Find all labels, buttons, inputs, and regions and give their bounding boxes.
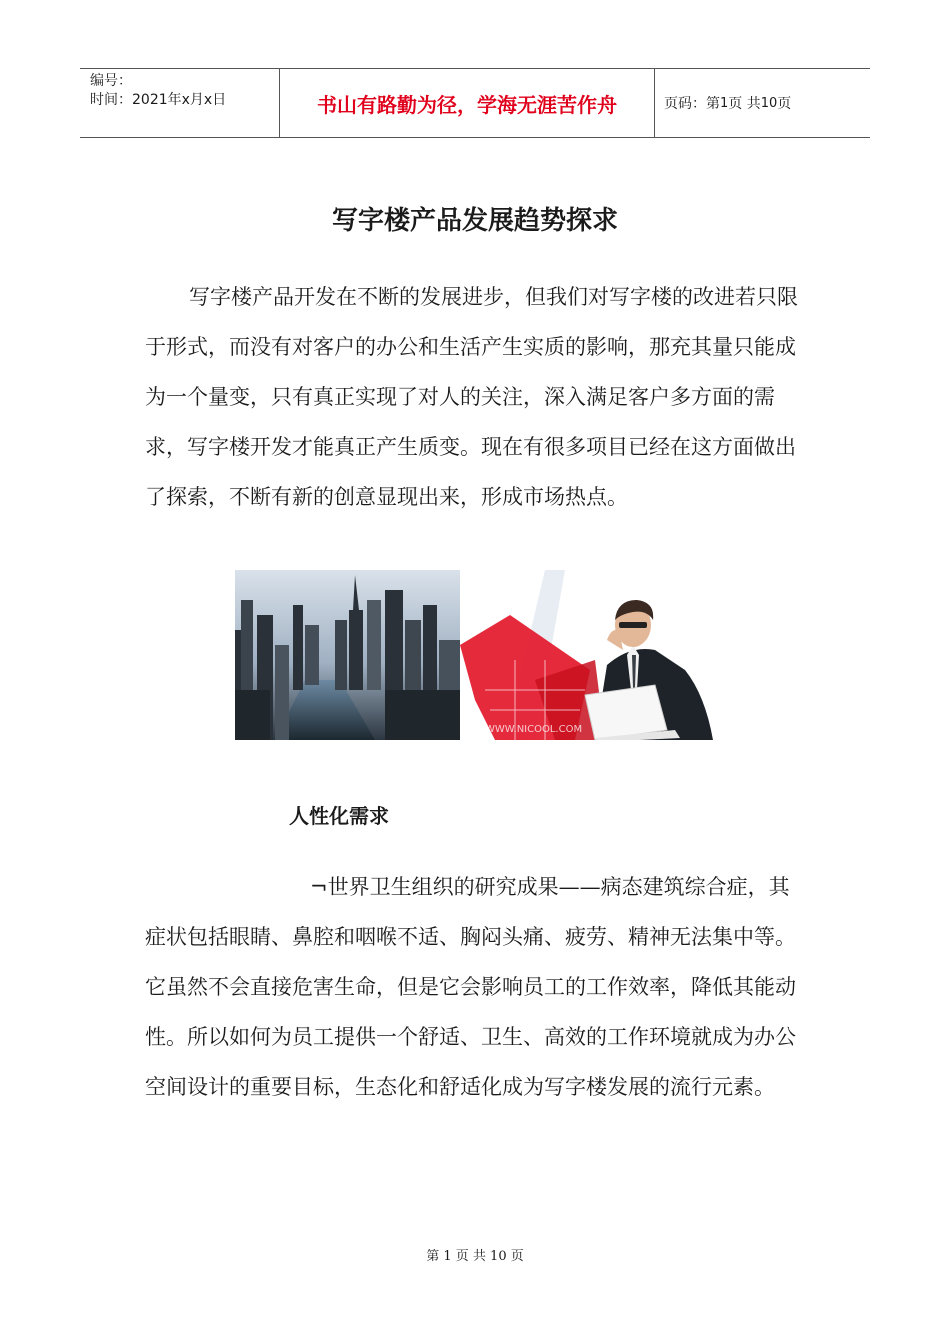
page-suffix: 页 xyxy=(777,96,792,112)
office-building-illustration xyxy=(235,570,715,740)
page-number: 1 xyxy=(720,95,729,111)
section-paragraph: ¬世界卫生组织的研究成果——病态建筑综合症，其症状包括眼睛、鼻腔和咽喉不适、胸闷头痛、疲劳、精神无法集中等。它虽然不会直接危害生命，但是它会影响员工的工作效率，降低其能动性。所以如何为员工提供一个舒适、卫生、高效的工作环境就成为办公空间设计的重要目标，生态化和舒适化成为写字楼发展的流行元素。 xyxy=(145,875,796,1099)
doc-number-label: 编号： xyxy=(90,73,132,89)
intro-paragraph: 写字楼产品开发在不断的发展进步，但我们对写字楼的改进若只限于形式，而没有对客户的办公和生活产生实质的影响，那充其量只能成为一个量变，只有真正实现了对人的关注，深入满足客户多方面的需求，写字楼开发才能真正产生质变。现在有很多项目已经在这方面做出了探索，不断有新的创意显现出来，形成市场热点。 xyxy=(145,285,798,509)
page-mid: 页 共 xyxy=(728,96,761,112)
page-footer: 第 1 页 共 10 页 xyxy=(426,1249,524,1264)
header-meta-cell xyxy=(80,69,280,137)
document-title: 写字楼产品发展趋势探求 xyxy=(331,206,618,236)
doc-date-label: 时间：2021年x月x日 xyxy=(90,92,227,108)
page-prefix: 页码：第 xyxy=(664,96,720,112)
section-heading: 人性化需求 xyxy=(289,804,389,828)
page-total: 10 xyxy=(760,95,778,111)
header-motto: 书山有路勤为径，学海无涯苦作舟 xyxy=(280,69,655,137)
header-page-info xyxy=(654,69,870,137)
document-header xyxy=(80,68,870,138)
image-watermark: WWW.NICOOL.COM xyxy=(485,724,583,735)
